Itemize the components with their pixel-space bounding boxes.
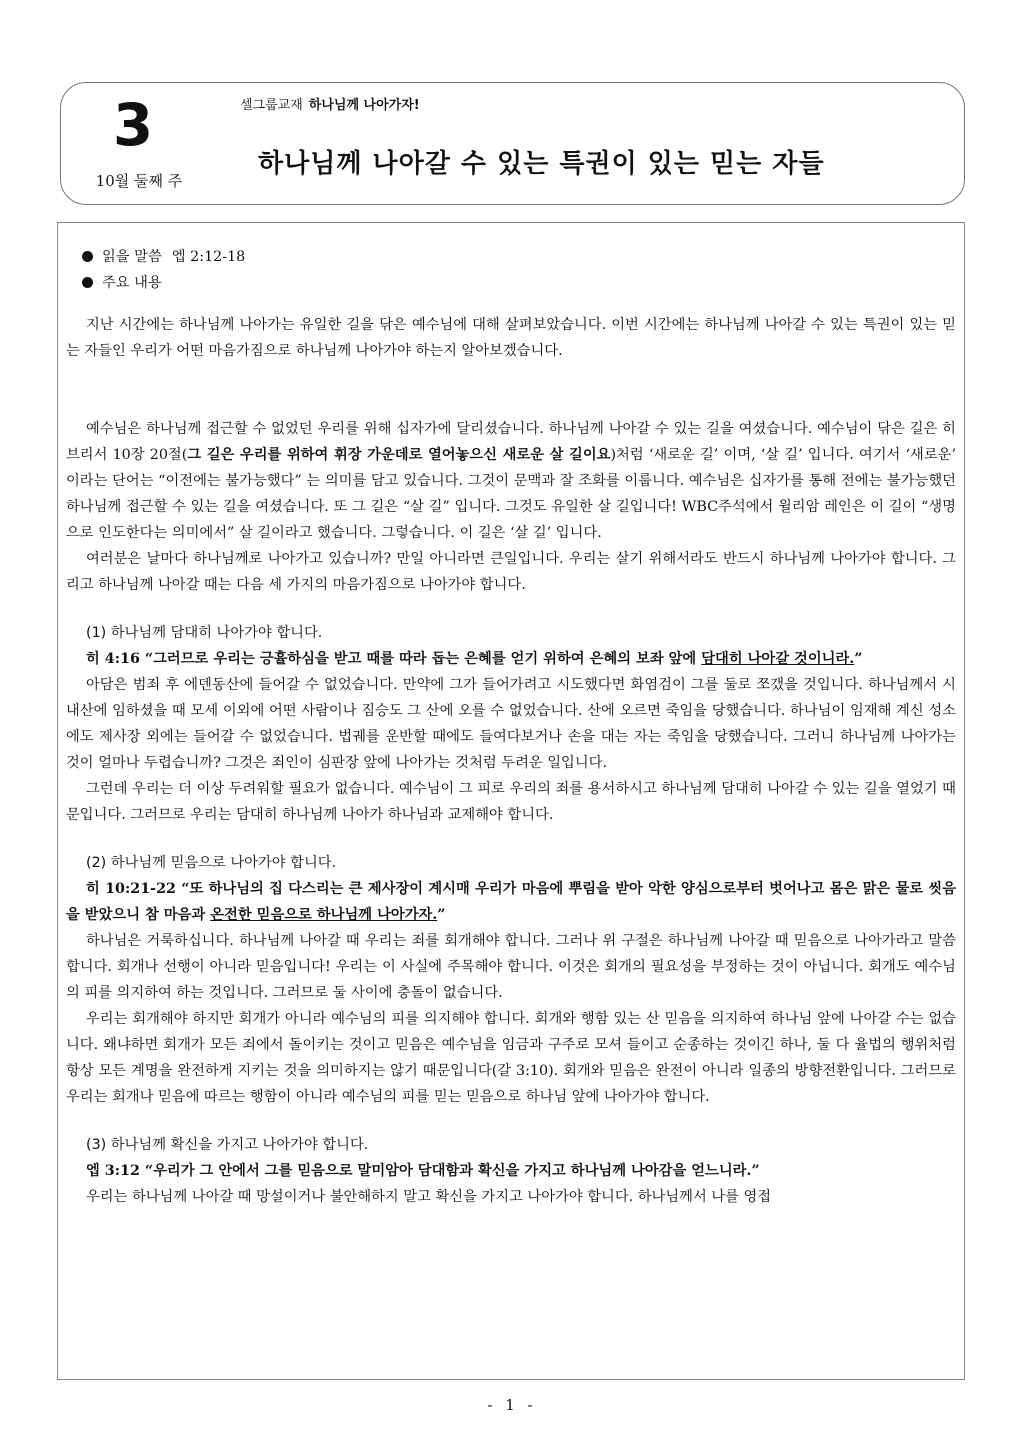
week-label: 10월 둘째 주 [95, 172, 183, 190]
body-paragraph-1 [66, 416, 956, 546]
content [66, 244, 956, 1210]
verse-close: ” [437, 907, 446, 923]
bullet-icon [82, 251, 93, 262]
verse-underline: 담대히 나아갈 것이니라. [701, 651, 855, 667]
section-verse-1 [66, 646, 956, 672]
verse-close: ” [751, 1163, 760, 1179]
section-1-paragraph-1: 아담은 범죄 후 에덴동산에 들어갈 수 없었습니다. 만약에 그가 들어가려고 시도했다면 화염검이 그를 둘로 쪼갰을 것입니다. 하나님께서 시내산에 임하셨을 때 모세 이외에 어떤 사람이나 짐승도 그 산에 오를 수 없었습니다. 산에 오르면 죽임을 당했습니다. 하나님이 임재해 계신 성소에도 제사장 외에는 들어갈 수 없었습니다. 법궤를 운반할 때에도 들여다보거나 손을 대는 자는 죽임을 당했습니다. 그러니 하나님께 나아가는 것이 얼마나 두렵습니까? 그것은 죄인이 심판장 앞에 나아가는 것처럼 두려운 일입니다. [66, 677, 956, 771]
reading-line [66, 244, 956, 270]
bullet-icon [82, 277, 93, 288]
series-line [240, 94, 420, 113]
section-3-paragraph-1: 우리는 하나님께 나아갈 때 망설이거나 불안해하지 말고 확신을 가지고 나아가야 합니다. 하나님께서 나를 영접 [86, 1189, 772, 1205]
main-label: 주요 내용 [102, 275, 162, 291]
text-span: )처럼 ‘새로운 길’ 이며, ‘살 길’ 입니다. 여기서 ‘새로운’ 이라는 단어는 “이전에는 불가능했다” 는 의미를 담고 있습니다. 그것이 문맥과 잘 조화를 이룹니다. 예수님은 십자가를 통해 전에는 불가능했던 하나님께 접근할 수 있는 길을 여셨습니다. 또 그 길은 “살 길” 입니다. 그것도 유일한 살 길입니다! WBC주석에서 윌리암 레인은 이 길이 “생명으로 인도한다는 의미에서” 살 길이라고 했습니다. 그렇습니다. 이 길은 ‘살 길’ 입니다. [66, 447, 957, 541]
section-verse-3 [66, 1158, 956, 1184]
verse-text: “우리가 그 안에서 그를 믿음으로 말미암아 담대함과 확신을 가지고 하나님께 나아감을 얻느니라. [139, 1163, 752, 1179]
section-heading-1: (1) 하나님께 담대히 나아가야 합니다. [86, 625, 323, 641]
reading-ref: 엡 2:12-18 [171, 249, 246, 265]
section-2-paragraph-2: 우리는 회개해야 하지만 회개가 아니라 예수님의 피를 의지해야 합니다. 회개와 행함 있는 산 믿음을 의지하여 하나님 앞에 나아갈 수는 없습니다. 왜냐하면 회개가 모든 죄에서 돌이키는 것이고 믿음은 예수님을 임금과 구주로 모셔 들이고 순종하는 것이긴 하나, 둘 다 율법의 행위처럼 항상 모든 계명을 완전하게 지키는 것을 의미하지는 않기 때문입니다(갈 3:10). 회개와 믿음은 완전이 아니라 일종의 방향전환입니다. 그러므로 우리는 회개나 믿음에 따르는 행함이 아니라 예수님의 피를 믿는 믿음으로 하나님 앞에 나아가야 합니다. [66, 1011, 956, 1105]
text-span: 예수님은 하나님께 접근할 수 없었던 우리를 위해 십자가에 달리셨습니다. 하나님께 나아갈 수 있는 길을 여셨습니다. 예수님이 닦은 길은 히브리서 10장 20절( [66, 421, 956, 463]
intro-paragraph: 지난 시간에는 하나님께 나아가는 유일한 길을 닦은 예수님에 대해 살펴보았습니다. 이번 시간에는 하나님께 나아갈 수 있는 특권이 있는 믿는 자들인 우리가 어떤 마음가짐으로 하나님께 나아가야 하는지 알아보겠습니다. [66, 317, 956, 359]
verse-underline: 온전한 믿음으로 하나님께 나아가자. [210, 907, 438, 923]
page-number: - 1 - [487, 1396, 537, 1414]
verse-quote: 그 길은 우리를 위하여 휘장 가운데로 열어놓으신 새로운 살 길이요 [187, 447, 611, 463]
verse-text: “또 하나님의 집 다스리는 큰 제사장이 계시매 우리가 마음에 뿌림을 받아 악한 양심으로부터 벗어나고 몸은 맑은 물로 씻음을 받았으니 참 마음과 [66, 881, 957, 923]
body-paragraph-2: 여러분은 날마다 하나님께로 나아가고 있습니까? 만일 아니라면 큰일입니다. 우리는 살기 위해서라도 반드시 하나님께 나아가야 합니다. 그리고 하나님께 나아갈 때는 다음 세 가지의 마음가짐으로 나아가야 합니다. [66, 551, 956, 593]
series-title: 하나님께 나아가자! [308, 98, 420, 113]
section-heading-2: (2) 하나님께 믿음으로 나아가야 합니다. [86, 855, 337, 871]
verse-ref: 히 4:16 [86, 651, 140, 667]
lesson-number: 3 [112, 91, 154, 159]
verse-close: ” [854, 651, 863, 667]
verse-ref: 히 10:21-22 [86, 881, 176, 897]
verse-text: “그러므로 우리는 긍휼하심을 받고 때를 따라 돕는 은혜를 얻기 위하여 은혜의 보좌 앞에 [139, 651, 702, 667]
section-heading-3: (3) 하나님께 확신을 가지고 나아가야 합니다. [86, 1137, 369, 1153]
verse-ref: 엡 3:12 [86, 1163, 140, 1179]
series-label: 셀그룹교재 [240, 98, 303, 113]
main-content-line [66, 270, 956, 296]
section-2-paragraph-1: 하나님은 거룩하십니다. 하나님께 나아갈 때 우리는 죄를 회개해야 합니다. 그러나 위 구절은 하나님께 나아갈 때 믿음으로 나아가라고 말씀합니다. 회개나 선행이 아니라 믿음입니다! 우리는 이 사실에 주목해야 합니다. 이것은 회개의 필요성을 부정하는 것이 아닙니다. 회개도 예수님의 피를 의지하여 하는 것입니다. 그러므로 둘 사이에 충돌이 없습니다. [66, 933, 956, 1001]
reading-label: 읽을 말씀 [102, 249, 162, 265]
section-1-paragraph-2: 그런데 우리는 더 이상 두려워할 필요가 없습니다. 예수님이 그 피로 우리의 죄를 용서하시고 하나님께 담대히 나아갈 수 있는 길을 열었기 때문입니다. 그러므로 우리는 담대히 하나님께 나아가 하나님과 교제해야 합니다. [66, 781, 956, 823]
section-verse-2 [66, 876, 956, 928]
page-title: 하나님께 나아갈 수 있는 특권이 있는 믿는 자들 [258, 149, 825, 179]
